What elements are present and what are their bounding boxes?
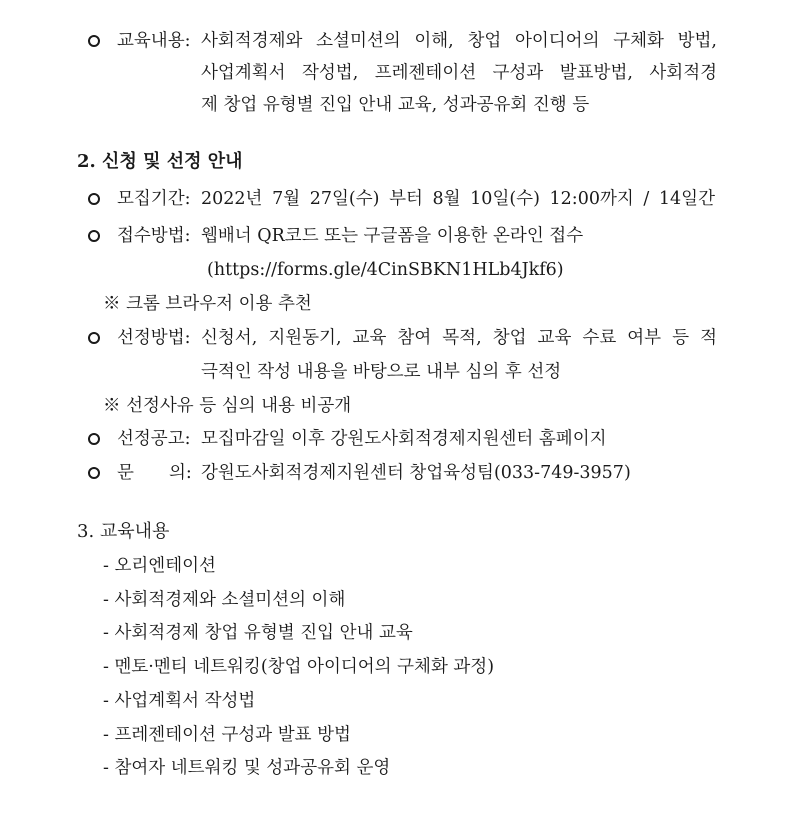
form-url-link[interactable]: (https://forms.gle/4CinSBKN1HLb4Jkf6): [207, 260, 564, 280]
method-value: 웹배너 QR코드 또는 구글폼을 이용한 온라인 접수: [201, 226, 584, 246]
edu-content-label: 교육내용:: [117, 31, 191, 51]
section-2-title: 2. 신청 및 선정 안내: [77, 151, 243, 172]
browser-note: ※ 크롬 브라우저 이용 추천: [103, 294, 312, 314]
section-3-title: 3. 교육내용: [77, 521, 170, 542]
circle-bullet-icon: [88, 230, 100, 248]
list-item: - 프레젠테이션 구성과 발표 방법: [103, 725, 351, 745]
circle-bullet-icon: [88, 467, 100, 485]
selection-label: 선정방법:: [117, 328, 191, 348]
circle-bullet-icon: [88, 193, 100, 211]
inquiry-label-2: 의:: [169, 463, 192, 483]
period-value: 2022년 7월 27일(수) 부터 8월 10일(수) 12:00까지 / 14일간: [201, 189, 715, 209]
list-item: - 사회적경제 창업 유형별 진입 안내 교육: [103, 623, 413, 643]
list-item: - 사업계획서 작성법: [103, 691, 256, 711]
circle-bullet-icon: [88, 433, 100, 451]
selection-line-2: 극적인 작성 내용을 바탕으로 내부 심의 후 선정: [201, 362, 562, 382]
selection-line-1: 신청서, 지원동기, 교육 참여 목적, 창업 교육 수료 여부 등 적: [201, 328, 717, 348]
edu-content-line-1: 사회적경제와 소셜미션의 이해, 창업 아이디어의 구체화 방법,: [201, 31, 717, 51]
method-label: 접수방법:: [117, 226, 191, 246]
circle-bullet-icon: [88, 35, 100, 53]
announcement-label: 선정공고:: [117, 429, 191, 449]
selection-note: ※ 선정사유 등 심의 내용 비공개: [103, 396, 352, 416]
circle-bullet-icon: [88, 332, 100, 350]
list-item: - 참여자 네트워킹 및 성과공유회 운영: [103, 758, 391, 778]
period-label: 모집기간:: [117, 189, 191, 209]
edu-content-line-2: 사업계획서 작성법, 프레젠테이션 구성과 발표방법, 사회적경: [201, 63, 717, 83]
edu-content-line-3: 제 창업 유형별 진입 안내 교육, 성과공유회 진행 등: [201, 95, 590, 115]
list-item: - 멘토·멘티 네트워킹(창업 아이디어의 구체화 과정): [103, 657, 495, 677]
inquiry-value: 강원도사회적경제지원센터 창업육성팀(033-749-3957): [201, 463, 631, 483]
inquiry-label-1: 문: [117, 463, 134, 483]
list-item: - 오리엔테이션: [103, 556, 216, 576]
list-item: - 사회적경제와 소셜미션의 이해: [103, 590, 346, 610]
announcement-value: 모집마감일 이후 강원도사회적경제지원센터 홈페이지: [201, 429, 607, 449]
